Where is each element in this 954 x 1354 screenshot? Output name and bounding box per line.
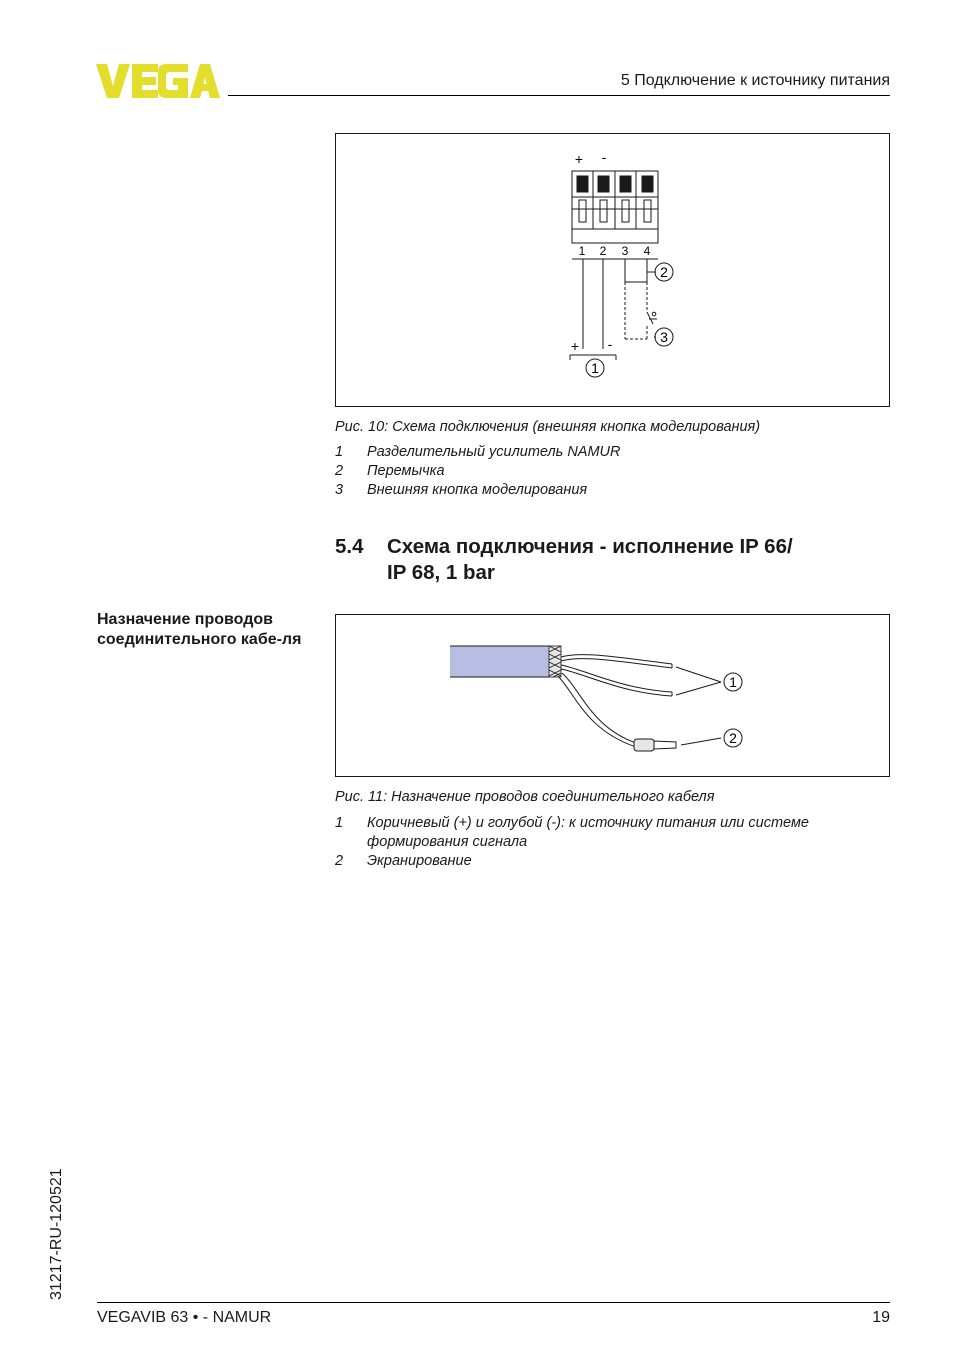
figure-11-caption: Рис. 11: Назначение проводов соединительного кабеля (335, 789, 715, 805)
section-number: 5.4 (335, 535, 364, 558)
page-number: 19 (872, 1309, 890, 1326)
callout-3 (655, 328, 673, 346)
figure-10-wiring-diagram (335, 133, 890, 407)
terminal-number-4: 4 (643, 244, 651, 258)
terminal-block (572, 171, 658, 243)
terminal-number-3: 3 (621, 244, 629, 258)
simulation-button-symbol (647, 312, 657, 324)
svg-text:1: 1 (591, 360, 599, 376)
legend-item: 3 Внешняя кнопка моделирования (335, 482, 588, 498)
section-title-line2: IP 68, 1 bar (387, 561, 495, 584)
legend-item: 2 Перемычка (335, 463, 445, 479)
bridge-jumper (625, 259, 647, 282)
callout-2 (724, 729, 742, 747)
supply-wires (583, 259, 603, 349)
legend-item: 1 Коричневый (+) и голубой (-): к источнику питания или системе формирования сигнала (335, 815, 809, 850)
svg-text:3: 3 (660, 329, 668, 345)
conductor-brown (561, 655, 672, 668)
svg-text:1: 1 (729, 674, 737, 690)
figure-10-caption: Рис. 10: Схема подключения (внешняя кнопка моделирования) (335, 419, 761, 435)
document-code: 31217-RU-120521 (48, 1168, 65, 1300)
terminal-number-2: 2 (599, 244, 607, 258)
wire-minus-label: - (607, 336, 613, 352)
header-section-title: 5 Подключение к источнику питания (620, 72, 890, 89)
cable-braid (549, 646, 561, 677)
terminal-minus-label: - (601, 149, 607, 165)
wire-plus-label: + (570, 338, 580, 354)
callout-2 (655, 263, 673, 281)
cable-sheath (450, 646, 549, 677)
footer-rule (97, 1302, 890, 1303)
legend-item: 1 Разделительный усилитель NAMUR (335, 444, 621, 460)
external-simulation-button-wiring (625, 282, 647, 339)
svg-text:2: 2 (660, 264, 668, 280)
conductor-blue (561, 665, 672, 696)
svg-text:2: 2 (729, 730, 737, 746)
terminal-plus-label: + (574, 151, 584, 167)
figure-11-cable-assignment (335, 614, 890, 777)
vega-logo (96, 64, 220, 98)
figure-11-legend (335, 814, 887, 871)
terminal-number-1: 1 (578, 244, 586, 258)
callout-1 (724, 673, 742, 691)
callout-leaders (676, 667, 721, 745)
section-title-line1: Схема подключения - исполнение IP 66/ (387, 535, 793, 558)
wire-end-ferrule (634, 739, 676, 751)
header-rule (228, 95, 890, 96)
footer-product: VEGAVIB 63 • - NAMUR (97, 1309, 272, 1326)
figure-10-legend (335, 443, 887, 500)
legend-item: 2 Экранирование (335, 853, 472, 869)
margin-label: Назначение проводов соединительного кабе-ля (97, 611, 302, 648)
callout-1 (586, 359, 604, 377)
section-heading (335, 534, 793, 586)
